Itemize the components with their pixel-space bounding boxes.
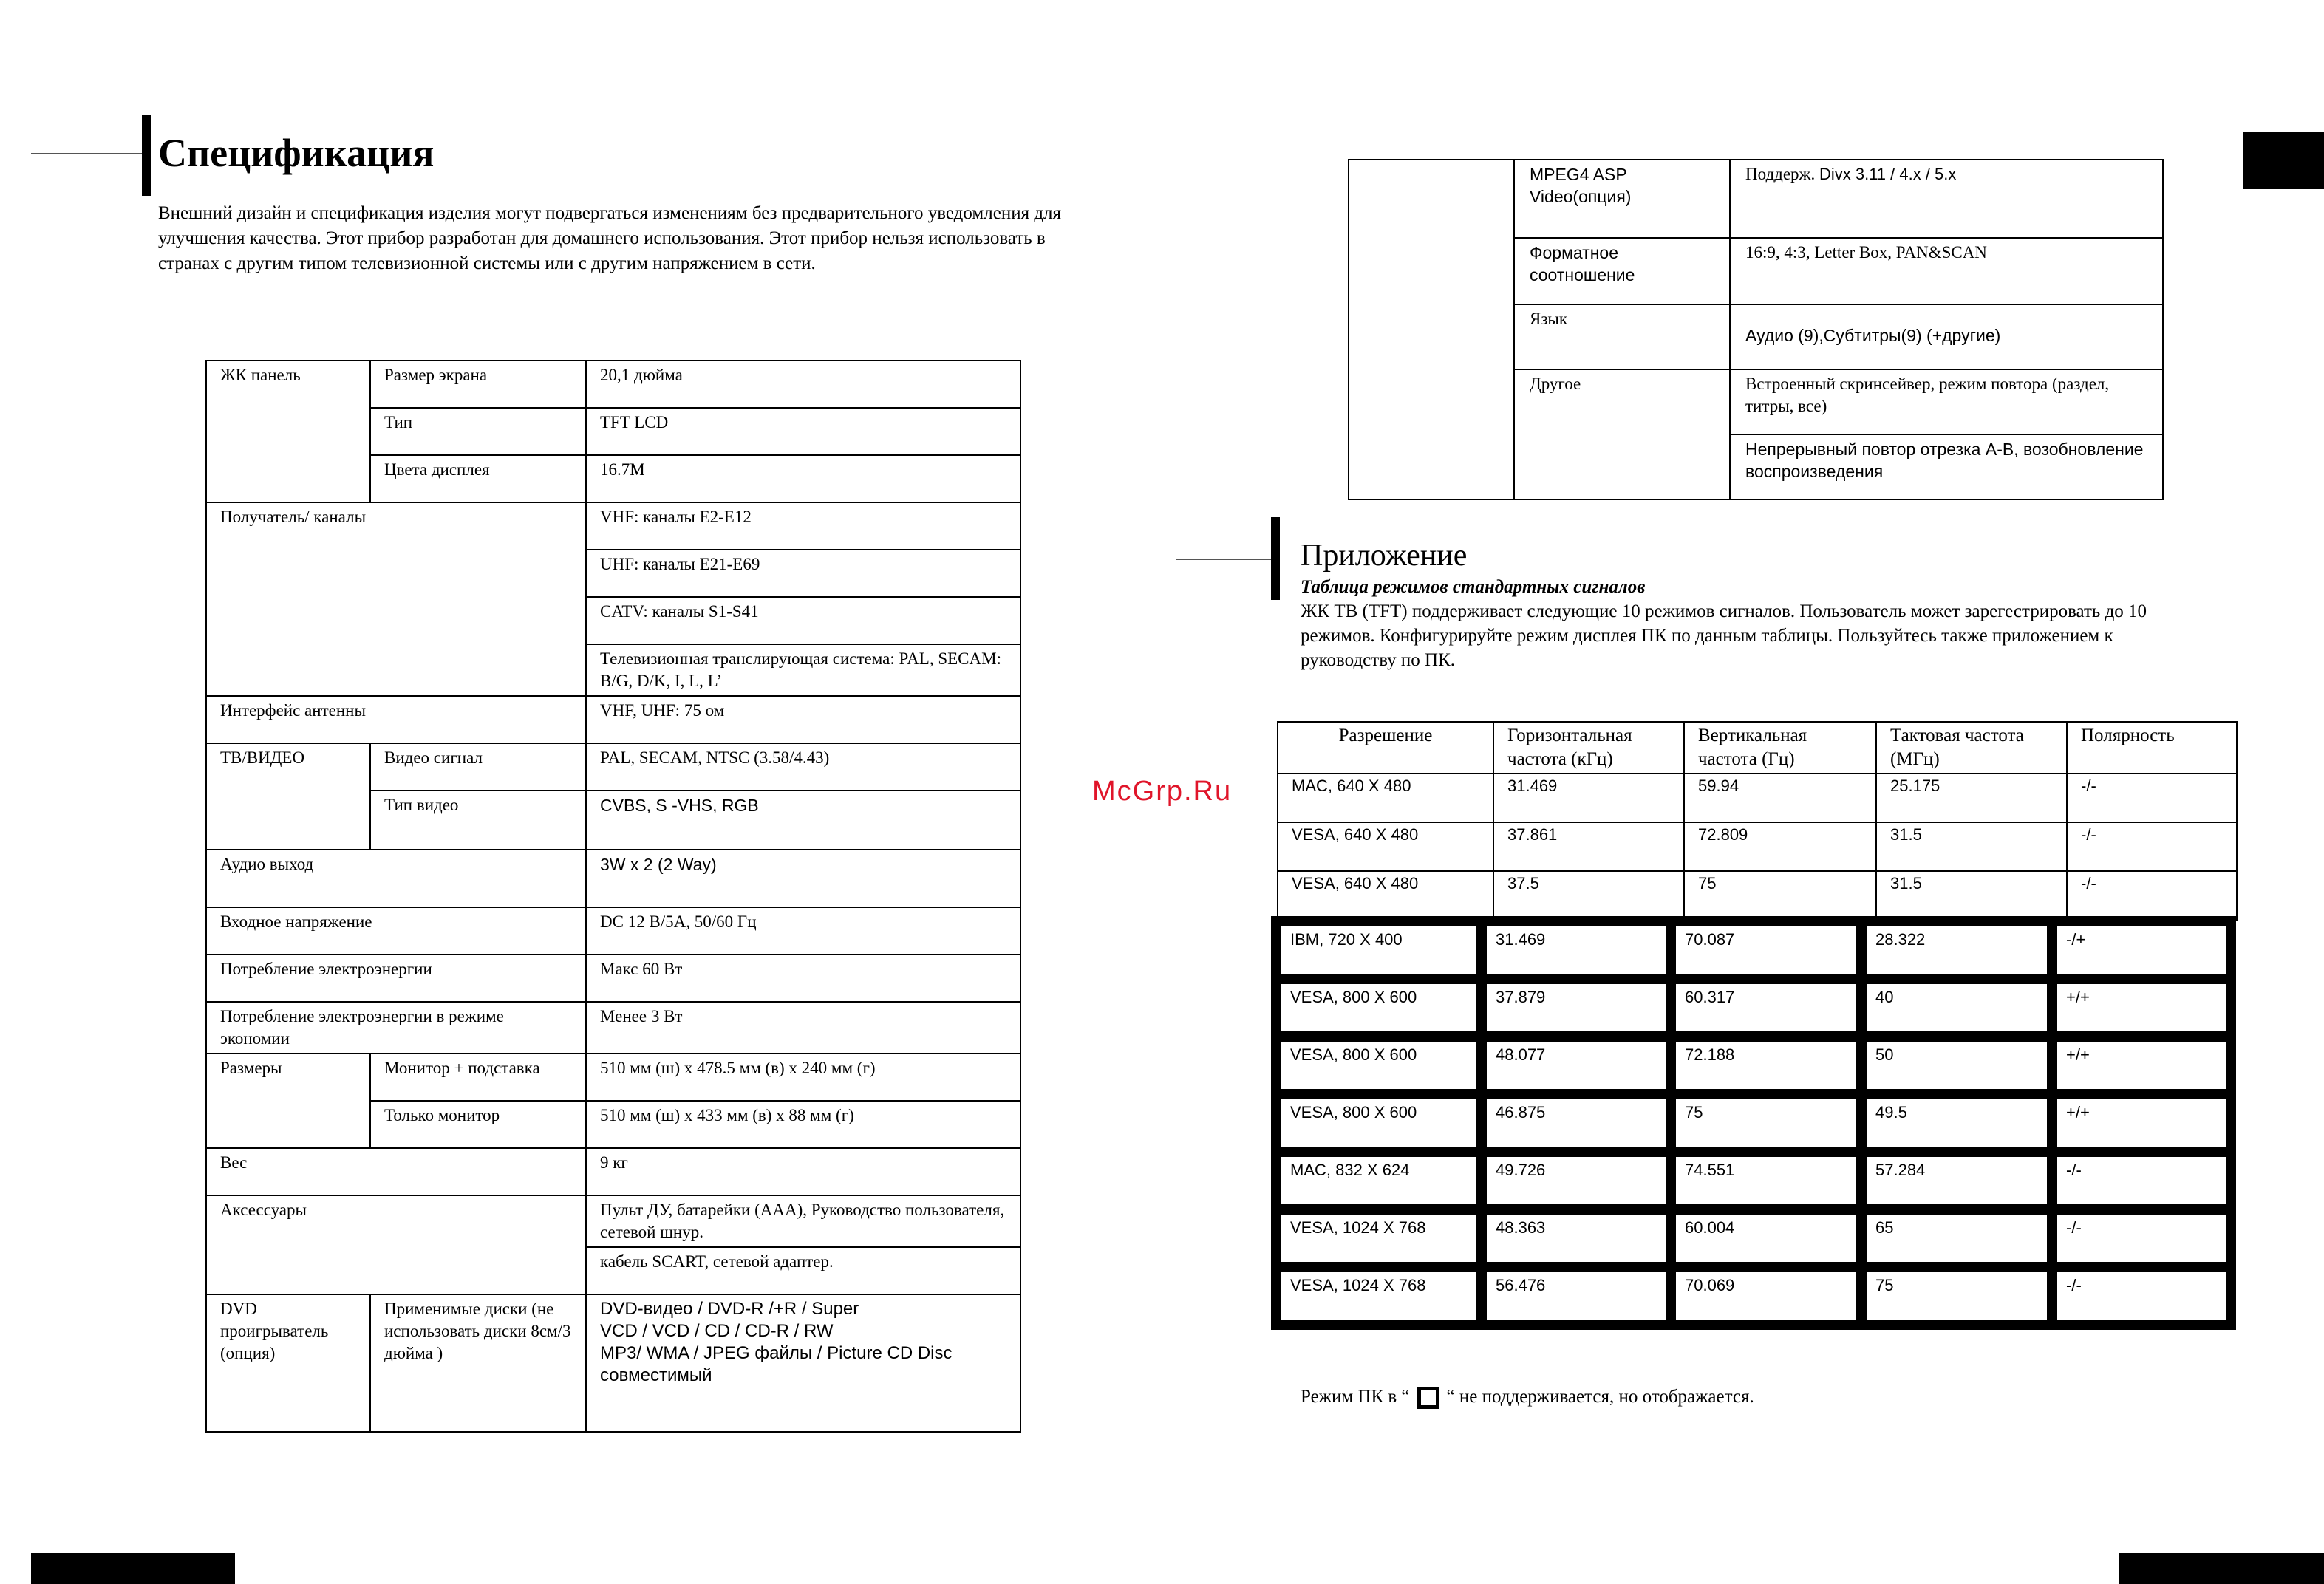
cell-polarity: +/+ bbox=[2057, 1042, 2226, 1099]
tv-video-label: ТВ/ВИДЕО bbox=[206, 743, 370, 850]
weight-label: Вес bbox=[206, 1148, 586, 1195]
pc-modes-block bbox=[1271, 916, 2236, 1330]
dvd-discs-line-2: VCD / VCD / CD / CD-R / RW bbox=[600, 1321, 834, 1341]
other-value-2: Непрерывный повтор отрезка А-В, возобновление воспроизведения bbox=[1730, 434, 2163, 499]
receiver-catv: CATV: каналы S1-S41 bbox=[586, 597, 1020, 644]
cell-resolution: VESA, 800 X 600 bbox=[1281, 1099, 1487, 1157]
table-row bbox=[1278, 774, 2237, 822]
cell-resolution: VESA, 1024 X 768 bbox=[1281, 1215, 1487, 1272]
audio-value: 3W x 2 (2 Way) bbox=[586, 850, 1020, 907]
cell-clock: 49.5 bbox=[1867, 1099, 2057, 1157]
appendix-text: ЖК ТВ (TFT) поддерживает следующие 10 режимов сигналов. Пользователь может зарегестрировать до 10 режимов. Конфигурируйте режим дисплея ПК по данным таблицы. Пользуйтесь также приложением к руководству по ПК. bbox=[1301, 601, 2147, 670]
dimensions-stand-value: 510 мм (ш) x 478.5 мм (в) x 240 мм (г) bbox=[586, 1054, 1020, 1101]
spec-table bbox=[205, 360, 1021, 1433]
video-signal-value: PAL, SECAM, NTSC (3.58/4.43) bbox=[586, 743, 1020, 791]
cell-clock: 31.5 bbox=[1876, 822, 2067, 871]
cell-clock: 50 bbox=[1867, 1042, 2057, 1099]
pc-mode-note bbox=[1301, 1385, 1754, 1410]
pc-table-row bbox=[1281, 1042, 2226, 1099]
weight-value: 9 кг bbox=[586, 1148, 1020, 1195]
dvd-discs-line-4: совместимый bbox=[600, 1365, 712, 1385]
page-title: Спецификация bbox=[158, 131, 435, 175]
power-eco-label: Потребление электроэнергии в режиме экономии bbox=[206, 1002, 586, 1054]
cell-h-freq: 37.879 bbox=[1487, 984, 1676, 1042]
cell-polarity: +/+ bbox=[2057, 1099, 2226, 1157]
pc-table-row bbox=[1281, 984, 2226, 1042]
appendix-title: Приложение bbox=[1301, 539, 1468, 573]
left-heading-bar bbox=[142, 115, 151, 196]
dvd-label: DVD проигрыватель (опция) bbox=[206, 1294, 370, 1432]
cell-polarity: -/- bbox=[2057, 1272, 2226, 1330]
cell-clock: 75 bbox=[1867, 1272, 2057, 1330]
power-eco-value: Менее 3 Вт bbox=[586, 1002, 1020, 1054]
appendix-subtitle: Таблица режимов стандартных сигналов bbox=[1301, 577, 1646, 597]
page-tab-block bbox=[2243, 132, 2324, 189]
video-type-value: CVBS, S -VHS, RGB bbox=[586, 791, 1020, 850]
power-value: Макс 60 Вт bbox=[586, 955, 1020, 1002]
display-colors-label: Цвета дисплея bbox=[370, 455, 586, 502]
cell-polarity: +/+ bbox=[2057, 984, 2226, 1042]
voltage-label: Входное напряжение bbox=[206, 907, 586, 955]
cell-h-freq: 48.077 bbox=[1487, 1042, 1676, 1099]
pc-mode-box-icon bbox=[1417, 1387, 1439, 1409]
power-label: Потребление электроэнергии bbox=[206, 955, 586, 1002]
left-heading-rule bbox=[31, 153, 143, 154]
receiver-uhf: UHF: каналы E21-E69 bbox=[586, 550, 1020, 597]
cell-polarity: -/- bbox=[2067, 871, 2237, 920]
cell-clock: 31.5 bbox=[1876, 871, 2067, 920]
note-prefix: Режим ПК в “ bbox=[1301, 1387, 1410, 1407]
dvd-cont-empty-cell bbox=[1349, 160, 1514, 499]
cell-clock: 65 bbox=[1867, 1215, 2057, 1272]
cell-v-freq: 59.94 bbox=[1684, 774, 1876, 822]
cell-resolution: VESA, 1024 X 768 bbox=[1281, 1272, 1487, 1330]
footer-block-right bbox=[2119, 1553, 2324, 1584]
lcd-label: ЖК панель bbox=[206, 361, 370, 502]
panel-type-label: Тип bbox=[370, 408, 586, 455]
pc-table-row bbox=[1281, 926, 2226, 984]
antenna-value: VHF, UHF: 75 ом bbox=[586, 696, 1020, 743]
language-label: Язык bbox=[1514, 304, 1730, 369]
dimensions-stand-label: Монитор + подставка bbox=[370, 1054, 586, 1101]
pc-table-row bbox=[1281, 1157, 2226, 1215]
cell-clock: 40 bbox=[1867, 984, 2057, 1042]
audio-label: Аудио выход bbox=[206, 850, 586, 907]
other-label: Другое bbox=[1514, 369, 1730, 499]
right-heading-bar bbox=[1271, 517, 1280, 600]
mpeg4-divx: Divx 3.11 / 4.x / 5.x bbox=[1819, 165, 1957, 183]
cell-h-freq: 37.5 bbox=[1493, 871, 1684, 920]
pc-table-row bbox=[1281, 1099, 2226, 1157]
dvd-continuation-table bbox=[1348, 159, 2164, 500]
accessories-value-1: Пульт ДУ, батарейки (ААА), Руководство пользователя, сетевой шнур. bbox=[586, 1195, 1020, 1247]
col-clock: Тактовая частота (МГц) bbox=[1876, 722, 2067, 774]
cell-clock: 28.322 bbox=[1867, 926, 2057, 984]
watermark: McGrp.Ru bbox=[1092, 776, 1233, 807]
cell-polarity: -/- bbox=[2057, 1157, 2226, 1215]
cell-resolution: VESA, 640 X 480 bbox=[1278, 871, 1493, 920]
pc-modes-table bbox=[1281, 926, 2226, 1330]
cell-resolution: VESA, 640 X 480 bbox=[1278, 822, 1493, 871]
accessories-value-2: кабель SCART, сетевой адаптер. bbox=[586, 1247, 1020, 1294]
mpeg4-prefix: Поддерж. bbox=[1745, 165, 1816, 183]
receiver-vhf: VHF: каналы E2-E12 bbox=[586, 502, 1020, 550]
col-resolution: Разрешение bbox=[1278, 722, 1493, 774]
table-row bbox=[1278, 871, 2237, 920]
footer-block-left bbox=[31, 1553, 235, 1584]
cell-v-freq: 72.188 bbox=[1676, 1042, 1867, 1099]
accessories-label: Аксессуары bbox=[206, 1195, 586, 1294]
cell-h-freq: 56.476 bbox=[1487, 1272, 1676, 1330]
cell-h-freq: 31.469 bbox=[1493, 774, 1684, 822]
cell-v-freq: 60.004 bbox=[1676, 1215, 1867, 1272]
cell-clock: 25.175 bbox=[1876, 774, 2067, 822]
language-value: Аудио (9),Субтитры(9) (+другие) bbox=[1730, 304, 2163, 369]
cell-resolution: IBM, 720 X 400 bbox=[1281, 926, 1487, 984]
cell-v-freq: 70.087 bbox=[1676, 926, 1867, 984]
dvd-discs-line-3: MP3/ WMA / JPEG файлы / Picture CD Disc bbox=[600, 1343, 953, 1363]
cell-v-freq: 70.069 bbox=[1676, 1272, 1867, 1330]
cell-resolution: VESA, 800 X 600 bbox=[1281, 1042, 1487, 1099]
cell-polarity: -/- bbox=[2067, 774, 2237, 822]
cell-polarity: -/- bbox=[2067, 822, 2237, 871]
right-heading-rule bbox=[1176, 559, 1272, 560]
dvd-discs-label: Применимые диски (не использовать диски 8см/3 дюйма ) bbox=[370, 1294, 586, 1432]
cell-resolution: MAC, 640 X 480 bbox=[1278, 774, 1493, 822]
dvd-discs-value bbox=[586, 1294, 1020, 1432]
cell-resolution: VESA, 800 X 600 bbox=[1281, 984, 1487, 1042]
cell-v-freq: 75 bbox=[1684, 871, 1876, 920]
antenna-label: Интерфейс антенны bbox=[206, 696, 586, 743]
pc-table-row bbox=[1281, 1215, 2226, 1272]
cell-h-freq: 48.363 bbox=[1487, 1215, 1676, 1272]
other-value-1: Встроенный скринсейвер, режим повтора (раздел, титры, все) bbox=[1730, 369, 2163, 434]
cell-polarity: -/+ bbox=[2057, 926, 2226, 984]
dvd-discs-line-1: DVD-видео / DVD-R /+R / Super bbox=[600, 1299, 859, 1319]
cell-polarity: -/- bbox=[2057, 1215, 2226, 1272]
panel-type-value: TFT LCD bbox=[586, 408, 1020, 455]
video-signal-label: Видео сигнал bbox=[370, 743, 586, 791]
dimensions-label: Размеры bbox=[206, 1054, 370, 1148]
col-v-freq: Вертикальная частота (Гц) bbox=[1684, 722, 1876, 774]
col-polarity: Полярность bbox=[2067, 722, 2237, 774]
cell-h-freq: 49.726 bbox=[1487, 1157, 1676, 1215]
cell-v-freq: 75 bbox=[1676, 1099, 1867, 1157]
display-colors-value: 16.7M bbox=[586, 455, 1020, 502]
receiver-system: Телевизионная транслирующая система: PAL, SECAM: B/G, D/K, I, L, L’ bbox=[586, 644, 1020, 696]
dimensions-monitor-label: Только монитор bbox=[370, 1101, 586, 1148]
receiver-label: Получатель/ каналы bbox=[206, 502, 586, 696]
cell-clock: 57.284 bbox=[1867, 1157, 2057, 1215]
aspect-label: Форматное соотношение bbox=[1514, 238, 1730, 304]
cell-h-freq: 46.875 bbox=[1487, 1099, 1676, 1157]
col-h-freq: Горизонтальная частота (кГц) bbox=[1493, 722, 1684, 774]
video-type-label: Тип видео bbox=[370, 791, 586, 850]
table-row bbox=[1278, 822, 2237, 871]
screen-size-value: 20,1 дюйма bbox=[586, 361, 1020, 408]
cell-v-freq: 74.551 bbox=[1676, 1157, 1867, 1215]
voltage-value: DC 12 В/5А, 50/60 Гц bbox=[586, 907, 1020, 955]
note-suffix: “ не поддерживается, но отображается. bbox=[1446, 1387, 1754, 1407]
cell-v-freq: 60.317 bbox=[1676, 984, 1867, 1042]
dimensions-monitor-value: 510 мм (ш) x 433 мм (в) x 88 мм (г) bbox=[586, 1101, 1020, 1148]
cell-v-freq: 72.809 bbox=[1684, 822, 1876, 871]
cell-h-freq: 31.469 bbox=[1487, 926, 1676, 984]
screen-size-label: Размер экрана bbox=[370, 361, 586, 408]
cell-resolution: MAC, 832 X 624 bbox=[1281, 1157, 1487, 1215]
cell-h-freq: 37.861 bbox=[1493, 822, 1684, 871]
aspect-value: 16:9, 4:3, Letter Box, PAN&SCAN bbox=[1730, 238, 2163, 304]
mpeg4-value bbox=[1730, 160, 2163, 238]
intro-text: Внешний дизайн и спецификация изделия могут подвергаться изменениям без предварительного уведомления для улучшения качества. Этот прибор разработан для домашнего использования. Этот прибор нельзя использовать в странах с другим типом телевизионной системы или с другим напряжением в сети. bbox=[158, 203, 1062, 273]
mpeg4-label: MPEG4 ASP Video(опция) bbox=[1514, 160, 1730, 238]
signal-table bbox=[1277, 721, 2238, 921]
pc-table-row bbox=[1281, 1272, 2226, 1330]
